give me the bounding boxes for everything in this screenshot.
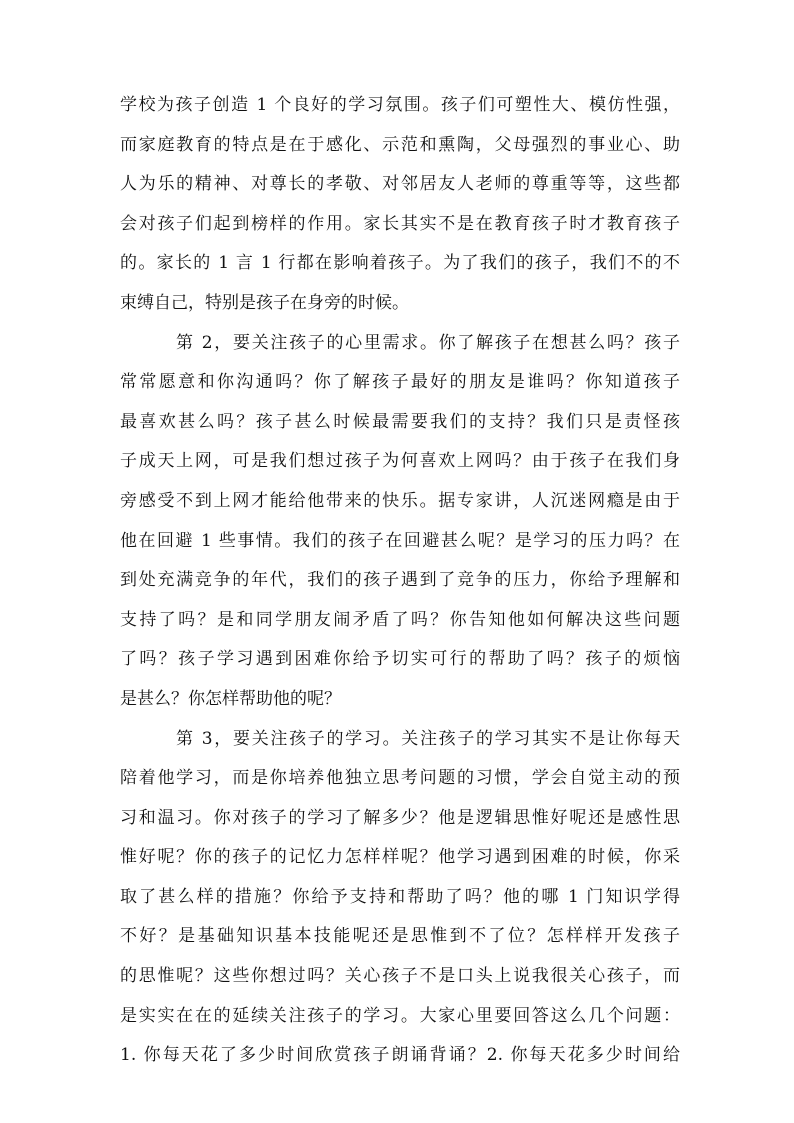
text-line: 不好？是基础知识基本技能呢还是思惟到不了位？怎样样开发孩子	[120, 926, 680, 947]
text-line: 第 2，要关注孩子的心里需求。你了解孩子在想甚么吗？孩子	[176, 332, 680, 353]
text-line: 最喜欢甚么吗？孩子甚么时候最需要我们的支持？我们只是责怪孩	[120, 411, 680, 432]
text-line: 了吗？孩子学习遇到困难你给予切实可行的帮助了吗？孩子的烦恼	[120, 649, 680, 670]
text-line: 人为乐的精神、对尊长的孝敬、对邻居友人老师的尊重等等，这些都	[120, 174, 680, 195]
paragraph-1	[120, 86, 680, 324]
text-line: 会对孩子们起到榜样的作用。家长其实不是在教育孩子时才教育孩子	[120, 213, 680, 234]
text-line: 习和温习。你对孩子的学习了解多少？他是逻辑思惟好呢还是感性思	[120, 807, 680, 828]
text-line: 的。家长的 1 言 1 行都在影响着孩子。为了我们的孩子，我们不的不	[120, 253, 680, 274]
text-line: 而家庭教育的特点是在于感化、示范和熏陶，父母强烈的事业心、助	[120, 134, 680, 155]
text-line: 惟好呢？你的孩子的记忆力怎样样呢？他学习遇到困难的时候，你采	[120, 847, 680, 868]
text-line: 是甚么？你怎样帮助他的呢？	[120, 688, 341, 709]
text-line: 陪着他学习，而是你培养他独立思考问题的习惯，学会自觉主动的预	[120, 768, 680, 789]
text-line: 1. 你每天花了多少时间欣赏孩子朗诵背诵？2. 你每天花多少时间给	[120, 1045, 680, 1066]
text-line: 他在回避 1 些事情。我们的孩子在回避甚么呢？是学习的压力吗？在	[120, 530, 680, 551]
text-line: 的思惟呢？这些你想过吗？关心孩子不是口头上说我很关心孩子，而	[120, 966, 680, 987]
text-line: 到处充满竞争的年代，我们的孩子遇到了竞争的压力，你给予理解和	[120, 570, 680, 591]
text-line: 取了甚么样的措施？你给予支持和帮助了吗？他的哪 1 门知识学得	[120, 886, 680, 907]
text-line: 第 3，要关注孩子的学习。关注孩子的学习其实不是让你每天	[176, 728, 680, 749]
text-line: 常常愿意和你沟通吗？你了解孩子最好的朋友是谁吗？你知道孩子	[120, 372, 680, 393]
paragraph-2	[120, 324, 680, 720]
paragraph-3	[120, 720, 680, 1076]
text-line: 是实实在在的延续关注孩子的学习。大家心里要回答这么几个问题：	[120, 1005, 680, 1026]
text-line: 子成天上网，可是我们想过孩子为何喜欢上网吗？由于孩子在我们身	[120, 451, 680, 472]
text-line: 束缚自己，特别是孩子在身旁的时候。	[120, 292, 409, 313]
text-line: 学校为孩子创造 1 个良好的学习氛围。孩子们可塑性大、模仿性强，	[120, 95, 680, 115]
text-line: 支持了吗？是和同学朋友闹矛盾了吗？你告知他如何解决这些问题	[120, 609, 680, 630]
document-body	[120, 86, 680, 1076]
text-line: 旁感受不到上网才能给他带来的快乐。据专家讲，人沉迷网瘾是由于	[120, 490, 680, 511]
